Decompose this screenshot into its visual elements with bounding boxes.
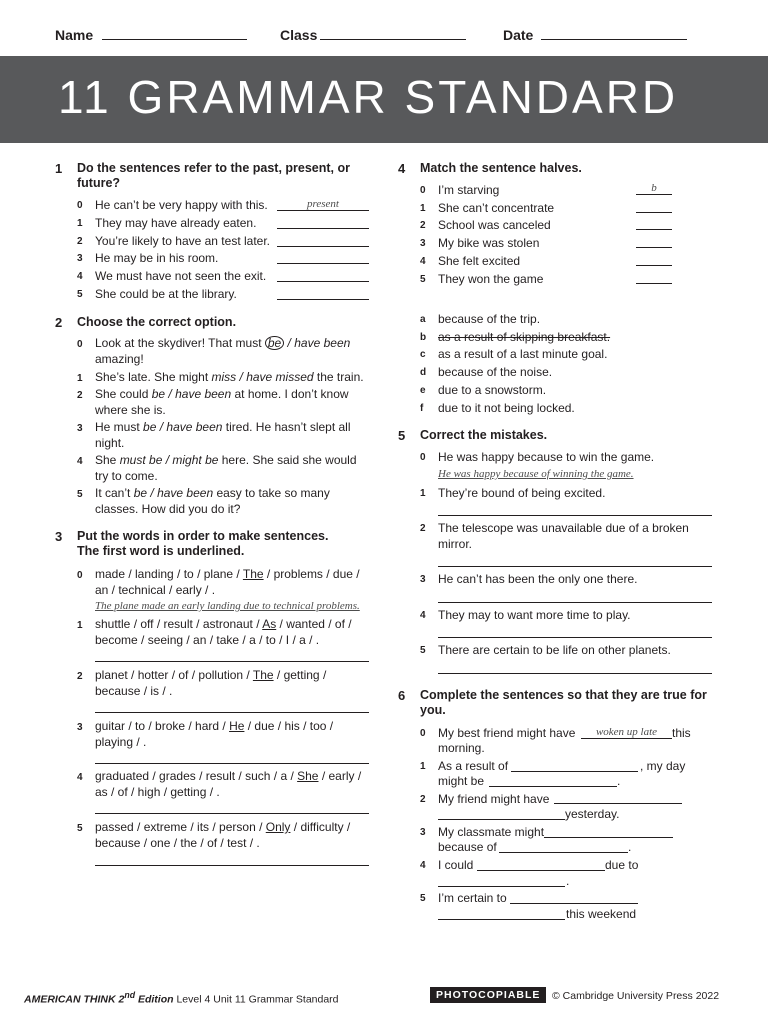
answer-line[interactable] [95, 813, 369, 814]
option-a[interactable]: be [151, 387, 166, 401]
option-b[interactable]: have been [157, 486, 214, 500]
ending-letter: e [420, 385, 426, 396]
item-number: 4 [420, 256, 426, 267]
item-text: The telescope was unavailable due of a broken mirror. [438, 521, 689, 551]
option-b[interactable]: have been [175, 387, 232, 401]
answer-line[interactable] [438, 673, 712, 674]
item-text: They may have already eaten. [95, 216, 257, 230]
item-number: 4 [77, 271, 83, 282]
item-number: 3 [420, 827, 426, 838]
item-text: this weekend [566, 907, 637, 921]
q3-number: 3 [55, 529, 63, 544]
item-text: My bike was stolen [438, 236, 540, 250]
date-line [541, 39, 687, 40]
item-text: He may be in his room. [95, 251, 219, 265]
item-number: 4 [77, 772, 83, 783]
item-number: 1 [420, 488, 426, 499]
item-text: We must have not seen the exit. [95, 269, 267, 283]
item-number: 5 [420, 645, 426, 656]
item-number: 5 [77, 489, 83, 500]
answer-blank[interactable] [636, 200, 672, 213]
answer-blank[interactable] [277, 216, 369, 229]
answer-blank[interactable]: present [277, 198, 369, 211]
item-number: 5 [420, 893, 426, 904]
ending-text: as a result of a last minute goal. [438, 347, 608, 361]
q4-number: 4 [398, 161, 406, 176]
item-number: 3 [420, 574, 426, 585]
item-number: 0 [77, 200, 83, 211]
answer-blank[interactable] [277, 269, 369, 282]
name-field[interactable] [55, 27, 93, 43]
answer-handwritten[interactable]: He was happy because of winning the game. [438, 468, 634, 480]
q5-prompt: Correct the mistakes. [420, 428, 548, 442]
item-text: due to [605, 858, 639, 872]
item-number: 4 [77, 456, 83, 467]
item-number: 1 [77, 620, 83, 631]
item-number: 1 [77, 218, 83, 229]
option-a[interactable]: be [133, 486, 148, 500]
item-number: 2 [420, 794, 426, 805]
answer-blank[interactable] [636, 217, 672, 230]
answer-line[interactable] [438, 919, 565, 920]
date-field[interactable] [503, 27, 533, 43]
item-text: She can’t concentrate [438, 201, 555, 215]
option-b[interactable]: might be [172, 453, 219, 467]
item-text: passed / extreme / its / person / Only / difficulty / because / one / the / of / test / . [95, 820, 351, 850]
item-text: He must be / have been tired. He hasn’t slept all night. [95, 420, 351, 450]
item-text: She must be / might be here. She said she would try to come. [95, 453, 357, 483]
item-number: 0 [77, 570, 83, 581]
answer-line[interactable] [499, 852, 628, 853]
ending-letter: c [420, 349, 426, 360]
answer-line[interactable] [510, 903, 638, 904]
q1-prompt: Do the sentences refer to the past, present, or future? [77, 161, 350, 190]
date-label: Date [503, 27, 534, 43]
item-number: 3 [77, 253, 83, 264]
item-number: 5 [420, 274, 426, 285]
item-number: 0 [77, 339, 83, 350]
item-number: 0 [420, 452, 426, 463]
item-text: He can’t be very happy with this. [95, 198, 268, 212]
item-number: 4 [420, 610, 426, 621]
item-text: You’re likely to have an test later. [95, 234, 270, 248]
item-text: He was happy because to win the game. [438, 450, 655, 464]
q5-number: 5 [398, 428, 406, 443]
answer-line[interactable] [477, 870, 605, 871]
answer-line[interactable] [438, 515, 712, 516]
q1-number: 1 [55, 161, 63, 176]
answer-line[interactable] [95, 865, 369, 866]
item-text: morning. [438, 741, 485, 755]
item-text: yesterday. [565, 807, 620, 821]
item-text: . [617, 774, 621, 788]
item-number: 0 [420, 728, 426, 739]
option-b[interactable]: have been [294, 336, 351, 350]
answer-line[interactable] [438, 602, 712, 603]
item-text: because of [438, 840, 497, 854]
item-text: I’m starving [438, 183, 500, 197]
photocopiable-badge: PHOTOCOPIABLE [430, 987, 546, 1003]
q2-number: 2 [55, 315, 63, 330]
item-number: 1 [420, 203, 426, 214]
q3-prompt: Put the words in order to make sentences. The first word is underlined. [77, 529, 329, 558]
option-b[interactable]: have missed [246, 370, 314, 384]
book-title: AMERICAN THINK 2 [24, 993, 125, 1006]
q6-prompt: Complete the sentences so that they are true for you. [420, 688, 707, 717]
item-number: 4 [420, 860, 426, 871]
answer-line[interactable] [438, 566, 712, 567]
unit-info: Level 4 Unit 11 Grammar Standard [173, 993, 339, 1006]
item-text: My best friend might have [438, 726, 576, 740]
item-text: this [672, 726, 691, 740]
chosen-option[interactable]: be [265, 336, 284, 350]
ending-letter: b [420, 332, 427, 343]
item-text: My friend might have [438, 792, 550, 806]
answer-handwritten[interactable]: The plane made an early landing due to technical problems. [95, 600, 360, 612]
answer-line[interactable] [95, 763, 369, 764]
item-text: . [628, 840, 632, 854]
item-text: She could be / have been at home. I don’t know where she is. [95, 387, 349, 417]
item-text: My classmate might [438, 825, 545, 839]
item-text: She could be at the library. [95, 287, 237, 301]
q6-number: 6 [398, 688, 406, 703]
ending-text: because of the noise. [438, 365, 553, 379]
footer-book-info: AMERICAN THINK 2nd Edition Level 4 Unit 11 Grammar Standard [24, 990, 339, 1006]
item-text: graduated / grades / result / such / a / She / early / as / of / high / getting / . [95, 769, 362, 799]
q4-prompt: Match the sentence halves. [420, 161, 582, 175]
answer-line[interactable] [489, 786, 617, 787]
item-number: 0 [420, 185, 426, 196]
item-text: planet / hotter / of / pollution / The / getting / because / is / . [95, 668, 327, 698]
ending-text: due to a snowstorm. [438, 383, 547, 397]
answer-line[interactable] [511, 771, 638, 772]
ending-text: because of the trip. [438, 312, 541, 326]
answer-blank[interactable] [636, 253, 672, 266]
ending-letter: a [420, 314, 426, 325]
item-number: 5 [77, 823, 83, 834]
answer-line[interactable] [438, 819, 565, 820]
ending-letter: d [420, 367, 427, 378]
item-text: She’s late. She might miss / have missed the train. [95, 370, 364, 384]
item-number: 2 [77, 390, 83, 401]
item-number: 1 [77, 373, 83, 384]
page-title: 11 GRAMMAR STANDARD [58, 71, 679, 123]
item-number: 2 [77, 236, 83, 247]
class-field[interactable] [280, 27, 317, 43]
answer-line[interactable] [95, 712, 369, 713]
item-text: She felt excited [438, 254, 521, 268]
q2-prompt: Choose the correct option. [77, 315, 237, 329]
item-text: As a result of [438, 759, 509, 773]
ending-text: as a result of skipping breakfast. [438, 330, 611, 344]
item-text: It can’t be / have been easy to take so many classes. How did you do it? [95, 486, 330, 516]
item-text: guitar / to / broke / hard / He / due / his / too / playing / . [95, 719, 334, 749]
item-text: He can’t has been the only one there. [438, 572, 638, 586]
item-text: I’m certain to [438, 891, 507, 905]
answer-blank[interactable] [277, 234, 369, 247]
answer-line[interactable] [438, 637, 712, 638]
option-a[interactable]: miss [211, 370, 237, 384]
item-text: They may to want more time to play. [438, 608, 631, 622]
item-text: They won the game [438, 272, 544, 286]
item-number: 2 [77, 671, 83, 682]
answer-line[interactable] [544, 837, 673, 838]
item-text: They’re bound of being excited. [438, 486, 606, 500]
item-text: might be [438, 774, 485, 788]
item-number: 5 [77, 289, 83, 300]
answer-blank[interactable]: woken up late [581, 726, 672, 739]
item-number: 2 [420, 220, 426, 231]
option-a[interactable]: must be [119, 453, 163, 467]
item-number: 3 [77, 423, 83, 434]
ending-letter: f [420, 403, 424, 414]
class-label: Class [280, 27, 318, 43]
item-number: 2 [420, 523, 426, 534]
option-b[interactable]: have been [166, 420, 223, 434]
item-text: made / landing / to / plane / The / problems / due / an / technical / early / . [95, 567, 360, 597]
class-line [320, 39, 466, 40]
item-number: 1 [420, 761, 426, 772]
item-text: School was canceled [438, 218, 551, 232]
item-number: 3 [420, 238, 426, 249]
answer-line[interactable] [438, 886, 565, 887]
answer-blank[interactable] [277, 287, 369, 300]
answer-blank[interactable]: b [636, 182, 672, 195]
ending-text: due to it not being locked. [438, 401, 575, 415]
item-text: There are certain to be life on other planets. [438, 643, 671, 657]
item-text: . [566, 874, 570, 888]
answer-blank[interactable] [636, 235, 672, 248]
item-text: shuttle / off / result / astronaut / As / wanted / of / become / seeing / an / take / a / to / I / a / . [95, 617, 352, 647]
answer-blank[interactable] [277, 251, 369, 264]
option-a[interactable]: be [143, 420, 157, 434]
name-label: Name [55, 27, 94, 43]
item-number: 3 [77, 722, 83, 733]
answer-blank[interactable] [636, 271, 672, 284]
item-text: I could [438, 858, 474, 872]
item-text: Look at the skydiver! That must be / have been amazing! [95, 336, 351, 366]
name-line [102, 39, 247, 40]
item-text: , my day [640, 759, 686, 773]
copyright-text: © Cambridge University Press 2022 [552, 990, 720, 1002]
answer-line[interactable] [95, 661, 369, 662]
answer-line[interactable] [554, 803, 682, 804]
